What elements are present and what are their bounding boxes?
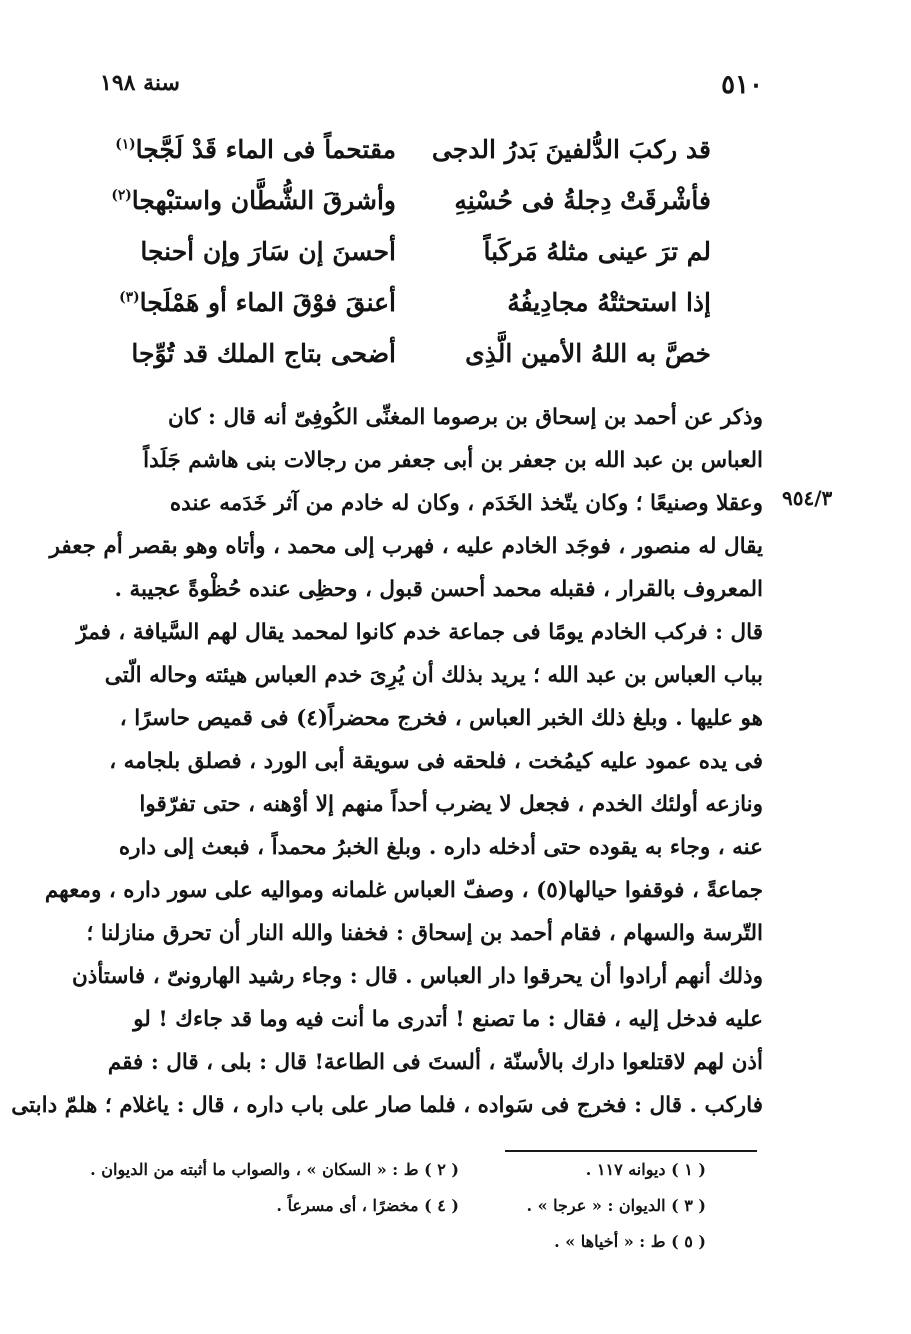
prose-line: العباس بن عبد الله بن جعفر بن أبى جعفر من رجالات بنى هاشم جَلَداً — [143, 448, 763, 473]
verse-line — [115, 135, 711, 185]
prose-line: وذكر عن أحمد بن إسحاق بن برصوما المغنِّى الكُوفِىّ أنه قال : كان — [167, 405, 763, 430]
verse-first-hemistich: لم ترَ عينى مثلهُ مَركَباً — [483, 237, 711, 266]
footnote-marker: (٢) — [111, 187, 132, 204]
verse-first-hemistich: خصَّ به اللهُ الأمين الَّذِى — [465, 339, 711, 368]
prose-line: بباب العباس بن عبد الله ؛ يريد بذلك أن يُرِىَ خدم العباس هيئته وحاله الّتى — [104, 663, 763, 688]
running-header-year: سنة ١٩٨ — [100, 70, 180, 96]
prose-line: قال : فركب الخادم يومًا فى جماعة خدم كانوا لمحمد يقال لهم السَّيافة ، فمرّ — [76, 620, 763, 645]
verse-second-hemistich: أعنقَ فوْقَ الماء أو هَمْلَجا$^{(٣)}$ — [119, 288, 396, 317]
prose-line: التّرسة والسهام ، فقام أحمد بن إسحاق : فخفنا والله النار أن تحرق منازلنا ؛ — [86, 921, 763, 946]
prose-line: ونازعه أولئك الخدم ، فجعل لا يضرب أحداً منهم إلا أوْهنه ، حتى تفرّقوا — [139, 792, 763, 817]
verse-first-hemistich: قد ركبَ الدُّلفينَ بَدرُ الدجى — [431, 135, 711, 164]
prose-line: جماعةً ، فوقفوا حيالها(٥) ، وصفّ العباس غلمانه ومواليه على سور داره ، ومعهم — [44, 878, 763, 903]
footnote-marker: (٣) — [119, 289, 140, 306]
footnote-rule — [505, 1150, 757, 1152]
verse-second-hemistich: مقتحماً فى الماء قَدْ لَجَّجا$^{(١)}$ — [115, 135, 396, 164]
footnote: ( ٣ ) الديوان : « عرجا » . — [526, 1196, 706, 1215]
verse-first-hemistich: فأشْرقَتْ دِجلةُ فى حُسْنِهِ — [454, 186, 711, 215]
verse-line — [119, 288, 711, 338]
prose-line: المعروف بالقرار ، فقبله محمد أحسن قبول ، وحظِى عنده حُظْوةً عجيبة . — [114, 577, 763, 602]
footnote: ( ٥ ) ط : « أخياها » . — [554, 1232, 706, 1251]
footnote: ( ٢ ) ط : « السكان » ، والصواب ما أثبته من الديوان . — [90, 1160, 459, 1179]
prose-line: هو عليها . وبلغ ذلك الخبر العباس ، فخرج محضراً(٤) فى قميص حاسرًا ، — [119, 706, 763, 731]
verse-line — [131, 339, 711, 389]
verse-line — [111, 186, 711, 236]
footnote-marker: (١) — [115, 136, 136, 153]
footnote: ( ٤ ) مخضرًا ، أى مسرعاً . — [276, 1196, 459, 1215]
verse-first-hemistich: إذا استحثتْهُ مجادِيفُهُ — [507, 288, 711, 317]
verse-second-hemistich: وأشرقَ الشُّطَّان واستبْهجا$^{(٢)}$ — [111, 186, 396, 215]
footnote: ( ١ ) ديوانه ١١٧ . — [585, 1160, 706, 1179]
margin-reference: ٩٥٤/٣ — [782, 486, 833, 510]
prose-line: فاركب . قال : فخرج فى سَواده ، فلما صار على باب داره ، قال : ياغلام ؛ هلمّ دابتى — [11, 1093, 763, 1118]
verse-second-hemistich: أحسنَ إن سَارَ وإن أحنجا — [140, 237, 396, 266]
prose-line: يقال له منصور ، فوجَد الخادم عليه ، فهرب إلى محمد ، وأتاه وهو بقصر أم جعفر — [49, 534, 763, 559]
verse-line — [140, 237, 711, 287]
prose-line: عنه ، وجاء به يقوده حتى أدخله داره . وبلغ الخبرُ محمداً ، فبعث إلى داره — [118, 835, 763, 860]
prose-line: أذن لهم لاقتلعوا دارك بالأسنّة ، ألستَ فى الطاعة! قال : بلى ، قال : فقم — [107, 1050, 763, 1075]
prose-line: وذلك أنهم أرادوا أن يحرقوا دار العباس . قال : وجاء رشيد الهارونىّ ، فاستأذن — [71, 964, 763, 989]
prose-line: وعقلا وصنيعًا ؛ وكان يتّخذ الخَدَم ، وكان له خادم من آثر خَدَمه عنده — [169, 491, 763, 516]
page-number: ٥١٠ — [721, 70, 763, 100]
prose-line: عليه فدخل إليه ، فقال : ما تصنع ! أتدرى ما أنت فيه وما قد جاءك ! لو — [133, 1007, 763, 1032]
verse-second-hemistich: أضحى بتاج الملك قد تُوِّجا — [131, 339, 396, 368]
prose-line: فى يده عمود عليه كيمُخت ، فلحقه فى سويقة أبى الورد ، فصلق بلجامه ، — [109, 749, 763, 774]
